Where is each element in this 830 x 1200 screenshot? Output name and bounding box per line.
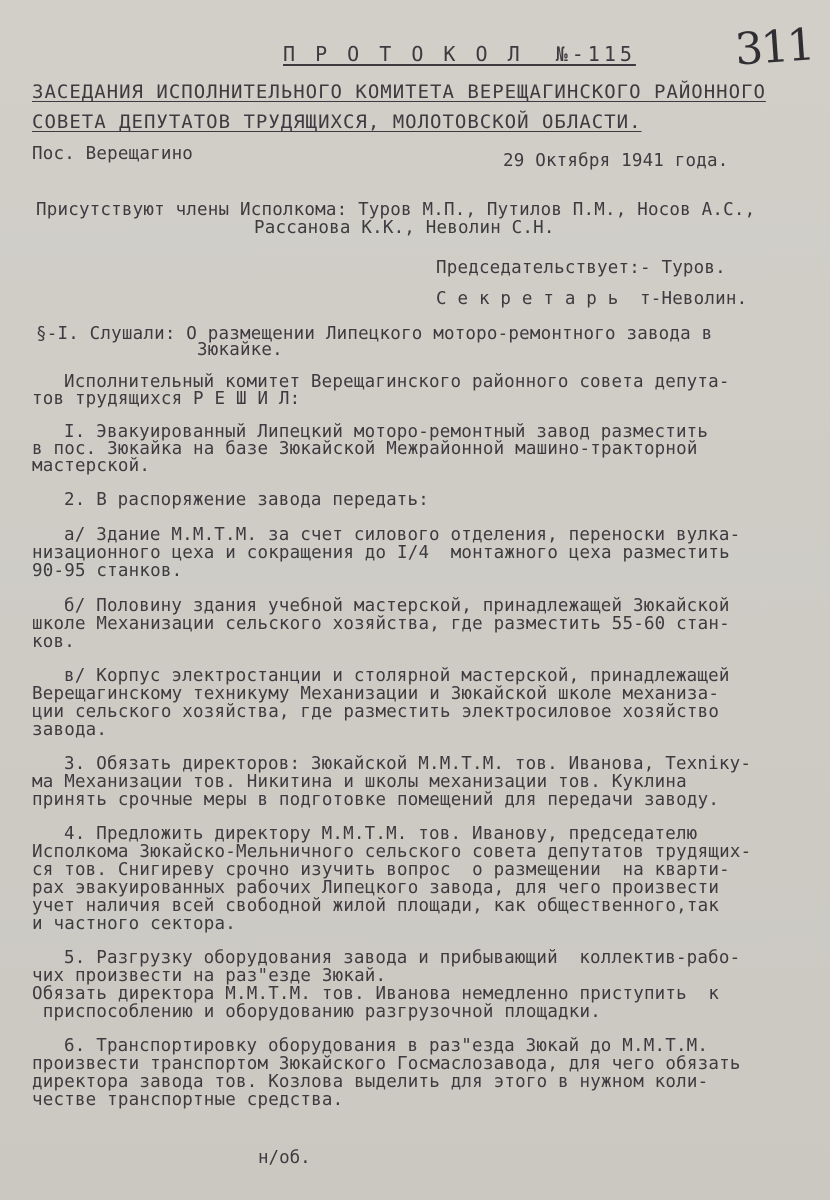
item-line: учет наличия всей свободной жилой площади, как общественного,так: [32, 896, 720, 916]
heard-line: §-I. Слушали: О размещении Липецкого моторо-ремонтного завода в: [36, 324, 713, 344]
secretary-line: С е к р е т а р ь т-Неволин.: [436, 289, 748, 309]
item-line: I. Эвакуированный Липецкий моторо-ремонтный завод разместить: [64, 422, 709, 442]
item-line: ся тов. Снигиреву срочно изучить вопрос о размещении на кварти-: [32, 860, 730, 880]
item-line: принять срочные меры в подготовке помещений для передачи заводу.: [32, 790, 720, 810]
item-line: чих произвести на раз"езде Зюкай.: [32, 966, 387, 986]
meeting-place: Пос. Верещагино: [32, 144, 194, 164]
item-line: 5. Разгрузку оборудования завода и прибывающий коллектив-рабо-: [64, 948, 741, 968]
item-line: произвести транспортом Зюкайского Госмаслозавода, для чего обязать: [32, 1054, 741, 1074]
item-line: 4. Предложить директору М.М.Т.М. тов. Иванову, председателю: [64, 824, 698, 844]
item-line: Верещагинскому техникуму Механизации и Зюкайской школе механиза-: [32, 684, 720, 704]
item-line: рах эвакуированных рабочих Липецкого завода, для чего произвести: [32, 878, 720, 898]
item-line: ков.: [32, 632, 75, 652]
item-line: мастерской.: [32, 456, 151, 476]
item-line: приспособлению и оборудованию разгрузочной площадки.: [32, 1002, 602, 1022]
decision-intro-line: тов трудящихся Р Е Ш И Л:: [32, 389, 301, 409]
item-line: а/ Здание М.М.Т.М. за счет силового отделения, переноски вулка-: [64, 525, 741, 545]
decision-intro-line: Исполнительный комитет Верещагинского районного совета депута-: [64, 372, 730, 392]
attendees-line: Присутствуют члены Исполкома: Туров М.П., Путилов П.М., Носов А.С.,: [36, 200, 756, 220]
item-line: 2. В распоряжение завода передать:: [64, 490, 430, 510]
item-line: 6. Транспортировку оборудования в раз"езда Зюкай до М.М.Т.М.: [64, 1036, 709, 1056]
item-line: 3. Обязать директоров: Зюкайской М.М.Т.М. тов. Иванова, Техniку-: [64, 754, 752, 774]
item-line: 90-95 станков.: [32, 561, 183, 581]
item-line: ма Механизации тов. Никитина и школы механизации тов. Куклина: [32, 772, 687, 792]
header-line: ЗАСЕДАНИЯ ИСПОЛНИТЕЛЬНОГО КОМИТЕТА ВЕРЕЩАГИНСКОГО РАЙОННОГО: [32, 81, 766, 103]
meeting-date: 29 Октября 1941 года.: [503, 151, 729, 171]
item-line: б/ Половину здания учебной мастерской, принадлежащей Зюкайской: [64, 596, 730, 616]
document-title: П Р О Т О К О Л №-115: [283, 42, 636, 66]
heard-line: Зюкайке.: [197, 340, 283, 360]
item-line: и частного сектора.: [32, 914, 236, 934]
item-line: школе Механизации сельского хозяйства, где разместить 55-60 стан-: [32, 614, 730, 634]
item-line: в/ Корпус электростанции и столярной мастерской, принадлежащей: [64, 666, 730, 686]
item-line: Исполкома Зюкайско-Мельничного сельского совета депутатов трудящих-: [32, 842, 752, 862]
chair-line: Председательствует:- Туров.: [436, 258, 726, 278]
archive-number: 311: [733, 19, 815, 76]
attendees-line: Рассанова К.К., Неволин С.Н.: [254, 218, 555, 238]
continuation-mark: н/об.: [258, 1148, 311, 1168]
item-line: низационного цеха и сокращения до I/4 монтажного цеха разместить: [32, 543, 730, 563]
item-line: Обязать директора М.М.Т.М. тов. Иванова немедленно приступить к: [32, 984, 720, 1004]
item-line: честве транспортные средства.: [32, 1090, 344, 1110]
header-line: СОВЕТА ДЕПУТАТОВ ТРУДЯЩИХСЯ, МОЛОТОВСКОЙ ОБЛАСТИ.: [32, 111, 642, 133]
item-line: ции сельского хозяйства, где разместить электросиловое хозяйство: [32, 702, 720, 722]
item-line: директора завода тов. Козлова выделить для этого в нужном коли-: [32, 1072, 709, 1092]
item-line: в пос. Зюкайка на базе Зюкайской Межрайонной машино-тракторной: [32, 439, 698, 459]
item-line: завода.: [32, 720, 108, 740]
